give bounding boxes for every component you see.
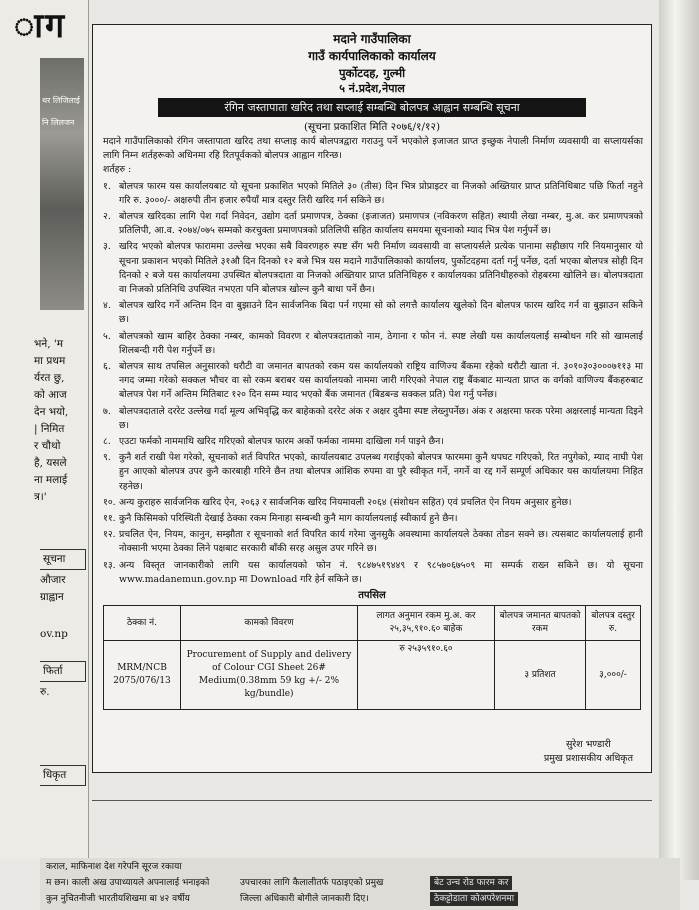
condition-item: [103, 360, 643, 403]
item-number: ६.: [103, 361, 111, 373]
text-line: ग्राह्वान: [40, 591, 64, 603]
text-line: मा प्रथम: [34, 355, 66, 367]
item-text: कुनै शर्त राखी पेश गरेको, सूचनाको शर्त विपरित भएको, कार्यालयबाट उपलब्ध गराईएको बोलपत्र फारममा कुनै थपघट गरिएको, रित नपुगेको, म्याद नाघी पेश हुन आएको बोलपत्र उपर कुनै कारबाही गरिने छैन तथा बोलपत्र आंशिक रुपमा वा पुरै स्वीकृत गर्ने, नगर्ने वा रद्द गर्ने सम्पूर्ण अधिकार यस कार्यालयमा निहित रहनेछ।: [119, 452, 643, 492]
schedule-heading: तपसिल: [358, 590, 386, 602]
col-header-description: कामको विवरण: [181, 606, 358, 641]
publication-date: (सूचना प्रकाशित मिति २०७६/१/१२): [303, 121, 441, 133]
col-header-fee: बोलपत्र दस्तुर रु.: [586, 606, 641, 641]
adjacent-notice-text: [40, 545, 86, 788]
notice-body: [93, 135, 651, 587]
office-location: पुर्कोटदह, गुल्मी: [338, 66, 406, 80]
col-header-contract-no: ठेक्का नं.: [104, 606, 181, 641]
item-number: ११.: [103, 513, 116, 525]
item-text: बोलपत्र फारम यस कार्यालयबाट यो सूचना प्रकाशित भएको मितिले ३० (तीस) दिन भित्र प्रोप्राइटर वा निजको अख्तियार प्राप्त प्रतिनिधिबाट पछि फिर्ता नहुने गरि रु. ३०००/- अक्षरुपी तीन हजार रुपैयाँ मात्र दस्तुर तिरी खरिद गर्न सकिने छ।: [119, 180, 643, 206]
item-text: खरिद भएको बोलपत्र फाराममा उल्लेख भएका सबै विवरणहरु स्पष्ट सँग भरी निर्माण व्यवसायी वा सप्लायर्सले प्रत्येक पानामा सहीछाप गरि नियमानुसार यो सूचना प्रकाशन भएको मितिले ३१औ दिन दिनको १२ बजे भित्र यस मदाने गाउँपालिकाको कार्यालय, पुर्कोटदहमा दर्ता गर्नु पर्नेछ, दर्ता भएका बोलपत्र सोही दिन दिनको २ बजे यस कार्यालयमा उपस्थित बोलपत्रदाता वा निजको अख्तियार प्राप्त प्रतिनिधिहरु र कार्यालयका प्रतिनिधीहरुको रोहबरमा खोलिने छ। बोलपत्रदाता वा निजको प्रतिनिधि उपस्थित नभएता पनि बोलपत्र खोल्न कुनै बाधा पर्ने छैन।: [119, 241, 643, 296]
text-line: देन भयो,: [34, 406, 69, 418]
column-divider: [92, 800, 652, 801]
condition-item: [103, 330, 643, 358]
cell-fee: ३,०००/-: [586, 641, 641, 710]
signature-block: [544, 738, 633, 766]
condition-item: [103, 240, 643, 297]
item-number: २.: [103, 211, 111, 223]
item-number: ९.: [103, 452, 111, 464]
item-text: बोलपत्रदाताले दररेट उल्लेख गर्दा मूल्य अभिवृद्धि कर बाहेकको दररेट अंक र अक्षर दुवैमा स्पष्ट लेख्नुपर्नेछ। अंक र अक्षरमा फरक परेमा अक्षरलाई मान्यता दिइने छ।: [119, 405, 643, 431]
text-line: सूचना: [40, 549, 86, 570]
schedule-table: [103, 605, 641, 710]
item-number: ५.: [103, 330, 111, 342]
item-number: १.: [103, 180, 111, 192]
adjacent-article-text: [34, 336, 86, 506]
photo-caption-1: थर लिजिलाई: [42, 96, 80, 105]
text-line: बेट उन्च रोड फारम कर: [430, 876, 512, 890]
item-text: प्रचलित ऐन, नियम, कानुन, सम्झौता र सूचनाको शर्त विपरित कार्य गरेमा जुनसुकै अवस्थामा कार्यालयले ठेक्का तोडन सक्ने छ। त्यसबाट कार्यालयलाई हानी नोक्सानी भएमा ठेक्का लिने पक्षबाट सरकारी बाँकी सरह असुल उपर गरिने छ।: [119, 529, 643, 555]
adjacent-headline: ाग: [14, 6, 67, 46]
conditions-label: शर्तहरु :: [103, 164, 132, 176]
signatory-name: सुरेश भण्डारी: [565, 739, 611, 750]
text-line: र चौथो: [34, 440, 61, 452]
province-name: ५ नं.प्रदेश,नेपाल: [339, 82, 405, 95]
text-line: | निमित: [34, 423, 65, 435]
condition-item: [103, 528, 643, 556]
signatory-title: प्रमुख प्रशासकीय अधिकृत: [543, 753, 633, 764]
text-line: धिकृत: [40, 765, 86, 786]
text-line: कराल, माफिनाश देश गरेपनि सूरज रकाया: [46, 862, 182, 872]
condition-item: [103, 405, 643, 433]
item-number: ३.: [103, 241, 111, 253]
text-line: कुन नुचितनीजी भारतीयशिखमा बा ४२ वर्षीय: [46, 894, 190, 904]
tender-notice: [92, 24, 652, 773]
cell-contract-no: MRM/NCB 2075/076/13: [104, 641, 181, 710]
text-line: औजार: [40, 574, 66, 586]
item-number: ८.: [103, 436, 111, 448]
text-line: जिल्ला अधिकारी बोगीले जानकारी दिए।: [240, 894, 369, 904]
text-line: ov.np: [40, 628, 68, 640]
text-line: रु.: [40, 686, 50, 698]
intro-paragraph: मदाने गाउँपालिकाको रंगिन जस्तापाता खरिद तथा सप्लाइ कार्य बोलपत्रद्वारा गराउनु पर्ने भएकोले इजाजत प्राप्त इच्छुक नेपाली निर्माण व्यवसायी वा सप्लायर्सका लागि निम्न शर्तहरूको अधिनमा रहि रितपूर्वकको बोलपत्र आह्वान गरिन्छ।: [103, 136, 643, 162]
item-number: १३.: [103, 559, 116, 571]
cell-bid-security: ३ प्रतिशत: [495, 641, 586, 710]
cell-description: Procurement of Supply and delivery of Colour CGI Sheet 26# Medium(0.38mm 59 kg +/- 2% kg/bundle): [181, 641, 358, 710]
text-line: उपचारका लागि कैलालीतर्फ पठाइएको प्रमुख: [240, 878, 384, 888]
text-line: फिर्ता: [40, 661, 86, 682]
office-name: गाउँ कार्यपालिकाको कार्यालय: [308, 49, 436, 63]
condition-item: [103, 210, 643, 238]
item-number: १०.: [103, 496, 116, 508]
municipality-name: मदाने गाउँपालिका: [333, 32, 411, 46]
condition-item: [103, 496, 643, 510]
condition-item: [103, 435, 643, 449]
notice-title-banner: रंगिन जस्तापाता खरिद तथा सप्लाई सम्बन्धि बोलपत्र आह्वान सम्बन्धि सूचना: [158, 98, 586, 117]
photo-caption-2: नि लिलजन: [42, 118, 75, 127]
text-line: र्यरत छु,: [34, 372, 65, 384]
item-text: एउटा फर्मको नाममाथि खरिद गरिएको बोलपत्र फारम अर्को फर्मका नाममा दाखिला गर्न पाइने छैन।: [119, 436, 444, 448]
text-line: त्र।': [34, 491, 47, 503]
condition-item: [103, 299, 643, 327]
item-number: १२.: [103, 529, 116, 541]
adjacent-column: [0, 0, 89, 860]
table-row: [104, 641, 641, 710]
item-number: ७.: [103, 405, 111, 417]
item-text: अन्य विस्तृत जानकारीको लागि यस कार्यालयको फोन नं. ९८४७५१९४४९ र ९८५७०६७५०९ मा सम्पर्क राख्न सकिने छ। यो सूचना www.madanemun.gov.np मा Download गरि हेर्न सकिने छ।: [119, 559, 643, 585]
condition-item: [103, 512, 643, 526]
item-text: कुनै किसिमको परिस्थिती देखाई ठेक्का रकम मिनाहा सम्बन्धी कुनै माग कार्यालयलाई स्वीकार्य हुने छैन।: [119, 513, 458, 525]
item-text: बोलपत्र साथ तपसिल अनुसारको धरौटी वा जमानत बापतको रकम यस कार्यालयको राष्ट्रिय वाणिज्य बैंकमा रहेको धरौटी खाता नं. ३०१०३०३०००७११३ मा नगद जम्मा गरेको सक्कल भौचर वा सो रकम बराबर यस कार्यालयको नाममा जारी गरिएको नेपाल राष्ट्र बैंकबाट मान्यता प्राप्त क वर्गको वाणिज्य बैंकहरुबाट बोलपत्र पेश गर्ने अन्तिम मितिबाट १२० दिन सम्म म्याद भएको बैंक जमानत (बिडबन्ड सक्कल प्रति) पेश गर्नु पर्नेछ।: [119, 361, 643, 401]
page-fold-edge: [659, 0, 699, 880]
text-line: म छन। काली अख उपाध्यायले अपनालाई भनाइको: [46, 878, 210, 888]
text-line: को आज: [34, 389, 67, 401]
condition-item: [103, 559, 643, 587]
item-text: अन्य कुराहरु सार्वजनिक खरिद ऐन, २०६३ र सार्वजनिक खरिद नियमावली २०६४ (संशोधन सहित) एवं प्रचलित ऐन नियम अनुसार हुनेछ।: [119, 496, 572, 508]
item-number: ४.: [103, 300, 111, 312]
text-line: ठेकट्टोडाता कोअपरेशनमा: [430, 892, 518, 906]
item-text: बोलपत्र खरिदका लागि पेश गर्दा निवेदन, उद्योग दर्ता प्रमाणपत्र, ठेक्का (इजाजत) प्रमाणपत्र (नविकरण सहित) स्थायी लेखा नम्बर, मु.अ. कर प्रमाणपत्रको प्रतिलिपी, आ.व. २०७४/०७५ सम्मको करचुक्ता प्रमाणपत्रको प्रतिलिपी सहित कार्यालय समयमा सूचनाको म्याद भित्र पेश गर्नुपर्ने छ।: [119, 211, 643, 237]
notice-header: [93, 31, 651, 96]
condition-item: [103, 451, 643, 494]
col-header-bid-security: बोलपत्र जमानत बापतको रकम: [495, 606, 586, 641]
cell-estimate: रु २५३५९१०.६०: [358, 641, 495, 710]
adjacent-article-bottom: [40, 858, 680, 910]
adjacent-photo: [40, 58, 84, 310]
text-line: भने, 'म: [34, 338, 64, 350]
col-header-estimate: लागत अनुमान रकम मु.अ. कर २५,३५,९१०.६० बाहेक: [358, 606, 495, 641]
text-line: है, यसले: [34, 457, 67, 469]
table-header-row: [104, 606, 641, 641]
item-text: बोलपत्रको खाम बाहिर ठेक्का नम्बर, कामको विवरण र बोलपत्रदाताको नाम, ठेगाना र फोन नं. स्पष्ट लेखी यस कार्यालयलाई सम्बोधन गरि सो खामलाई शिलबन्दी गरी पेश गर्नुपर्ने छ।: [119, 330, 643, 356]
item-text: बोलपत्र खरिद गर्ने अन्तिम दिन वा बुझाउने दिन सार्वजनिक बिदा पर्न गएमा सो को लगत्तै कार्यालय खुलेको दिन बोलपत्र फारम खरिद गर्न वा बुझाउन सकिने छ।: [119, 300, 643, 326]
text-line: ना मलाई: [34, 474, 68, 486]
condition-item: [103, 180, 643, 208]
